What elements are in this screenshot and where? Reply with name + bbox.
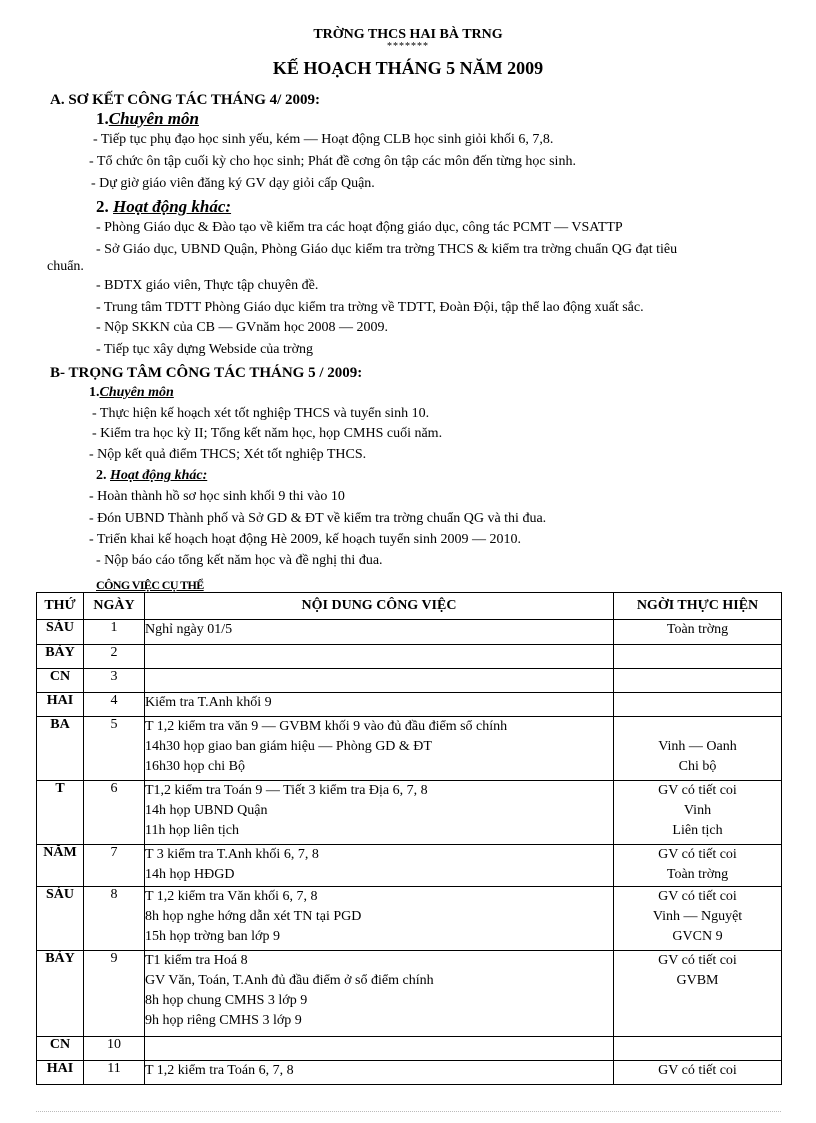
date-cell: 11 xyxy=(84,1061,145,1085)
date-cell: 7 xyxy=(84,845,145,887)
day-of-week-cell: BA xyxy=(37,717,84,781)
day-of-week-cell: NĂM xyxy=(37,845,84,887)
content-cell xyxy=(145,620,614,645)
content-cell xyxy=(145,781,614,845)
day-of-week-cell: HAI xyxy=(37,1061,84,1085)
stars-divider: ******* xyxy=(387,41,429,52)
schedule-table xyxy=(36,592,782,1085)
date-cell: 8 xyxy=(84,887,145,951)
date-cell: 2 xyxy=(84,645,145,669)
list-item: - BDTX giáo viên, Thực tập chuyên đề. xyxy=(96,278,319,293)
responsible-cell xyxy=(614,951,782,1037)
content-cell xyxy=(145,1061,614,1085)
list-item: - Thực hiện kế hoạch xét tốt nghiệp THCS và tuyển sinh 10. xyxy=(92,406,430,421)
section-b-heading: B- TRỌNG TÂM CÔNG TÁC THÁNG 5 / 2009: xyxy=(50,365,363,381)
content-line: T 1,2 kiểm tra Toán 6, 7, 8 xyxy=(145,1063,294,1078)
content-cell xyxy=(145,887,614,951)
section-a-sub1 xyxy=(96,109,199,129)
content-line: 14h họp HĐGD xyxy=(145,867,235,882)
table-row xyxy=(37,645,782,669)
day-of-week-cell: BẢY xyxy=(37,645,84,669)
table-row xyxy=(37,845,782,887)
content-line: 15h họp trờng ban lớp 9 xyxy=(145,929,280,944)
day-of-week-cell: T xyxy=(37,781,84,845)
page-title: KẾ HOẠCH THÁNG 5 NĂM 2009 xyxy=(272,58,544,78)
sub-number: 1. xyxy=(96,109,109,128)
date-cell: 4 xyxy=(84,693,145,717)
list-item: chuẩn. xyxy=(47,259,84,274)
table-row xyxy=(37,620,782,645)
header-nguoi-thuc-hien: NGỜI THỰC HIỆN xyxy=(614,593,782,620)
section-b-sub2 xyxy=(96,468,207,484)
day-of-week-cell: BẢY xyxy=(37,951,84,1037)
content-line: 9h họp riêng CMHS 3 lớp 9 xyxy=(145,1013,302,1028)
table-row xyxy=(37,669,782,693)
header-thu: THỨ xyxy=(37,593,84,620)
responsible-cell xyxy=(614,1061,782,1085)
date-cell: 9 xyxy=(84,951,145,1037)
responsible-cell xyxy=(614,620,782,645)
responsible-line: Vinh — Nguyệt xyxy=(652,909,743,924)
content-line: 11h họp liên tịch xyxy=(145,823,239,838)
table-row xyxy=(37,693,782,717)
table-header-row xyxy=(37,593,782,620)
section-a-sub2 xyxy=(96,197,231,217)
sub-number: 2. xyxy=(96,468,110,483)
table-row xyxy=(37,1037,782,1061)
responsible-line: GV có tiết coi xyxy=(658,1063,737,1078)
sub-label: Chuyên môn xyxy=(108,109,199,128)
responsible-line: GV có tiết coi xyxy=(658,953,737,968)
responsible-line: Vinh xyxy=(683,803,712,818)
responsible-line: GV có tiết coi xyxy=(658,889,737,904)
table-row xyxy=(37,717,782,781)
date-cell: 6 xyxy=(84,781,145,845)
responsible-cell xyxy=(614,645,782,669)
content-cell xyxy=(145,693,614,717)
responsible-line: GV có tiết coi xyxy=(658,783,737,798)
cong-viec-cu-the-label: CÔNG VIỆC CỤ THỂ xyxy=(96,578,204,592)
list-item: - Đón UBND Thành phố và Sở GD & ĐT về kiểm tra trờng chuẩn QG và thi đua. xyxy=(89,511,547,526)
responsible-cell xyxy=(614,717,782,781)
day-of-week-cell: SÁU xyxy=(37,887,84,951)
table-row xyxy=(37,1061,782,1085)
responsible-cell xyxy=(614,845,782,887)
content-cell xyxy=(145,951,614,1037)
list-item: - Kiểm tra học kỳ II; Tổng kết năm học, họp CMHS cuối năm. xyxy=(92,426,443,441)
header-ngay: NGÀY xyxy=(84,593,145,620)
responsible-line: Vinh — Oanh xyxy=(658,739,737,754)
school-name: TRỜNG THCS HAI BÀ TRNG xyxy=(313,27,503,42)
content-line: 14h họp UBND Quận xyxy=(145,803,268,818)
content-line: Nghỉ ngày 01/5 xyxy=(145,622,233,637)
list-item: - Nộp kết quả điểm THCS; Xét tốt nghiệp THCS. xyxy=(89,447,367,462)
table-row xyxy=(37,781,782,845)
date-cell: 1 xyxy=(84,620,145,645)
content-line: T1,2 kiểm tra Toán 9 — Tiết 3 kiểm tra Địa 6, 7, 8 xyxy=(145,783,428,798)
responsible-cell xyxy=(614,669,782,693)
content-line: Kiểm tra T.Anh khối 9 xyxy=(145,695,272,710)
day-of-week-cell: CN xyxy=(37,669,84,693)
content-cell xyxy=(145,1037,614,1061)
section-b-sub1 xyxy=(89,385,174,401)
content-line: T 1,2 kiểm tra văn 9 — GVBM khối 9 vào đủ đầu điểm sổ chính xyxy=(145,719,508,734)
section-a-heading: A. SƠ KẾT CÔNG TÁC THÁNG 4/ 2009: xyxy=(50,92,321,108)
list-item: - Tiếp tục xây dựng Webside của trờng xyxy=(96,342,313,357)
list-item: - Nộp SKKN của CB — GVnăm học 2008 — 2009. xyxy=(96,320,389,335)
responsible-cell xyxy=(614,887,782,951)
responsible-line: Toàn trờng xyxy=(666,622,729,637)
sub-number: 1. xyxy=(89,385,100,400)
list-item: - Dự giờ giáo viên đăng ký GV dạy giỏi cấp Quận. xyxy=(91,176,375,191)
responsible-cell xyxy=(614,693,782,717)
content-line: 14h30 họp giao ban giám hiệu — Phòng GD & ĐT xyxy=(145,739,432,754)
table-row xyxy=(37,887,782,951)
list-item: - Sở Giáo dục, UBND Quận, Phòng Giáo dục kiểm tra trờng THCS & kiểm tra trờng chuẩn QG đạt tiêu xyxy=(96,242,678,257)
date-cell: 5 xyxy=(84,717,145,781)
day-of-week-cell: HAI xyxy=(37,693,84,717)
responsible-line: Liên tịch xyxy=(672,823,723,838)
responsible-line: GVCN 9 xyxy=(672,929,723,944)
list-item: - Triển khai kế hoạch hoạt động Hè 2009, kế hoạch tuyển sinh 2009 — 2010. xyxy=(89,532,521,547)
content-line: GV Văn, Toán, T.Anh đủ đầu điểm ở sổ điểm chính xyxy=(145,973,434,988)
content-cell xyxy=(145,669,614,693)
date-cell: 10 xyxy=(84,1037,145,1061)
responsible-line: GV có tiết coi xyxy=(658,847,737,862)
list-item: - Trung tâm TDTT Phòng Giáo dục kiểm tra trờng về TDTT, Đoàn Đội, tập thể lao động xuất sắc. xyxy=(96,300,644,315)
content-cell xyxy=(145,645,614,669)
content-line: T 3 kiểm tra T.Anh khối 6, 7, 8 xyxy=(145,847,319,862)
list-item: - Phòng Giáo dục & Đào tạo về kiểm tra các hoạt động giáo dục, công tác PCMT — VSATTP xyxy=(96,220,623,235)
sub-number: 2. xyxy=(96,197,113,216)
header-noi-dung: NỘI DUNG CÔNG VIỆC xyxy=(145,593,614,620)
list-item: - Tổ chức ôn tập cuối kỳ cho học sinh; Phát đề cơng ôn tập các môn đến từng học sinh. xyxy=(89,154,576,169)
responsible-line: Chi bộ xyxy=(678,759,717,774)
date-cell: 3 xyxy=(84,669,145,693)
content-cell xyxy=(145,717,614,781)
sub-label: Chuyên môn xyxy=(99,385,174,400)
content-cell xyxy=(145,845,614,887)
table-row xyxy=(37,951,782,1037)
content-line: 8h họp chung CMHS 3 lớp 9 xyxy=(145,993,308,1008)
content-line: T 1,2 kiểm tra Văn khối 6, 7, 8 xyxy=(145,889,318,904)
day-of-week-cell: SÁU xyxy=(37,620,84,645)
responsible-cell xyxy=(614,781,782,845)
list-item: - Hoàn thành hồ sơ học sinh khối 9 thi vào 10 xyxy=(89,489,345,504)
responsible-cell xyxy=(614,1037,782,1061)
content-line: 8h họp nghe hớng dẫn xét TN tại PGD xyxy=(145,909,362,924)
day-of-week-cell: CN xyxy=(37,1037,84,1061)
sub-label: Hoạt động khác: xyxy=(113,197,232,216)
responsible-line: GVBM xyxy=(676,973,719,988)
sub-label: Hoạt động khác: xyxy=(110,468,208,483)
responsible-line xyxy=(614,717,781,737)
page-bottom-divider xyxy=(36,1111,781,1112)
list-item: - Tiếp tục phụ đạo học sinh yếu, kém — Hoạt động CLB học sinh giỏi khối 6, 7,8. xyxy=(93,132,554,147)
content-line: T1 kiểm tra Hoá 8 xyxy=(145,953,248,968)
list-item: - Nộp báo cáo tổng kết năm học và đề nghị thi đua. xyxy=(96,553,383,568)
content-line: 16h30 họp chi Bộ xyxy=(145,759,245,774)
responsible-line: Toàn trờng xyxy=(666,867,729,882)
